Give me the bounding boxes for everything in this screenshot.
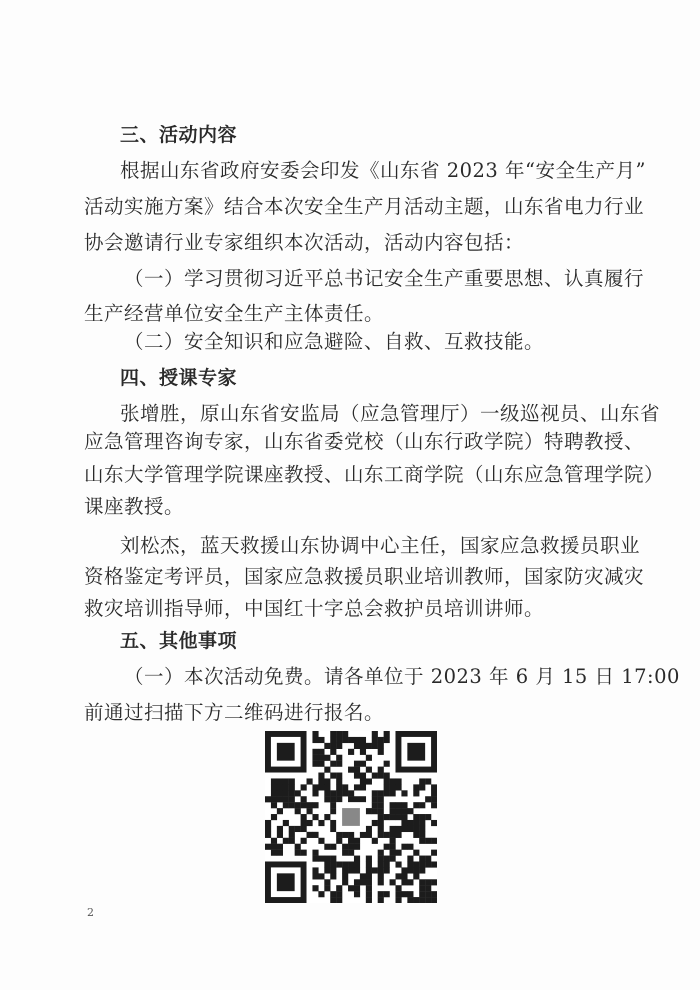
expert-1-line-1: 张增胜，原山东省安监局（应急管理厅）一级巡视员、山东省 [120,402,661,425]
section-5-item-1-line-1: （一）本次活动免费。请各单位于 2023 年 6 月 15 日 17:00 [124,665,680,688]
section-5-item-1-line-2: 前通过扫描下方二维码进行报名。 [84,701,385,724]
expert-2-line-3: 救灾培训指导师，中国红十字总会救护员培训讲师。 [84,597,545,620]
section-3-intro-line-3: 协会邀请行业专家组织本次活动，活动内容包括： [84,231,525,254]
section-3-intro-line-1: 根据山东省政府安委会印发《山东省 2023 年“安全生产月” [120,159,646,182]
expert-2-line-2: 资格鉴定考评员，国家应急救援员职业培训教师，国家防灾减灾 [84,565,645,588]
registration-qr-code[interactable] [265,731,437,903]
section-4-heading: 四、授课专家 [120,367,238,389]
expert-1-line-4: 课座教授。 [84,495,185,518]
expert-2-line-1: 刘松杰，蓝天救援山东协调中心主任，国家应急救援员职业 [120,534,641,557]
section-3-item-1-line-2: 生产经营单位安全生产主体责任。 [84,302,385,325]
section-3-intro-line-2: 活动实施方案》结合本次安全生产月活动主题，山东省电力行业 [84,195,645,218]
page-number: 2 [87,906,94,919]
expert-1-line-3: 山东大学管理学院课座教授、山东工商学院（山东应急管理学院） [84,463,665,486]
section-3-heading: 三、活动内容 [120,124,238,146]
section-3-item-2: （二）安全知识和应急避险、自救、互救技能。 [124,330,545,353]
section-5-heading: 五、其他事项 [120,630,238,652]
section-3-item-1-line-1: （一）学习贯彻习近平总书记安全生产重要思想、认真履行 [124,267,645,290]
qr-code-graphic [265,731,437,903]
expert-1-line-2: 应急管理咨询专家，山东省委党校（山东行政学院）特聘教授、 [84,430,645,453]
